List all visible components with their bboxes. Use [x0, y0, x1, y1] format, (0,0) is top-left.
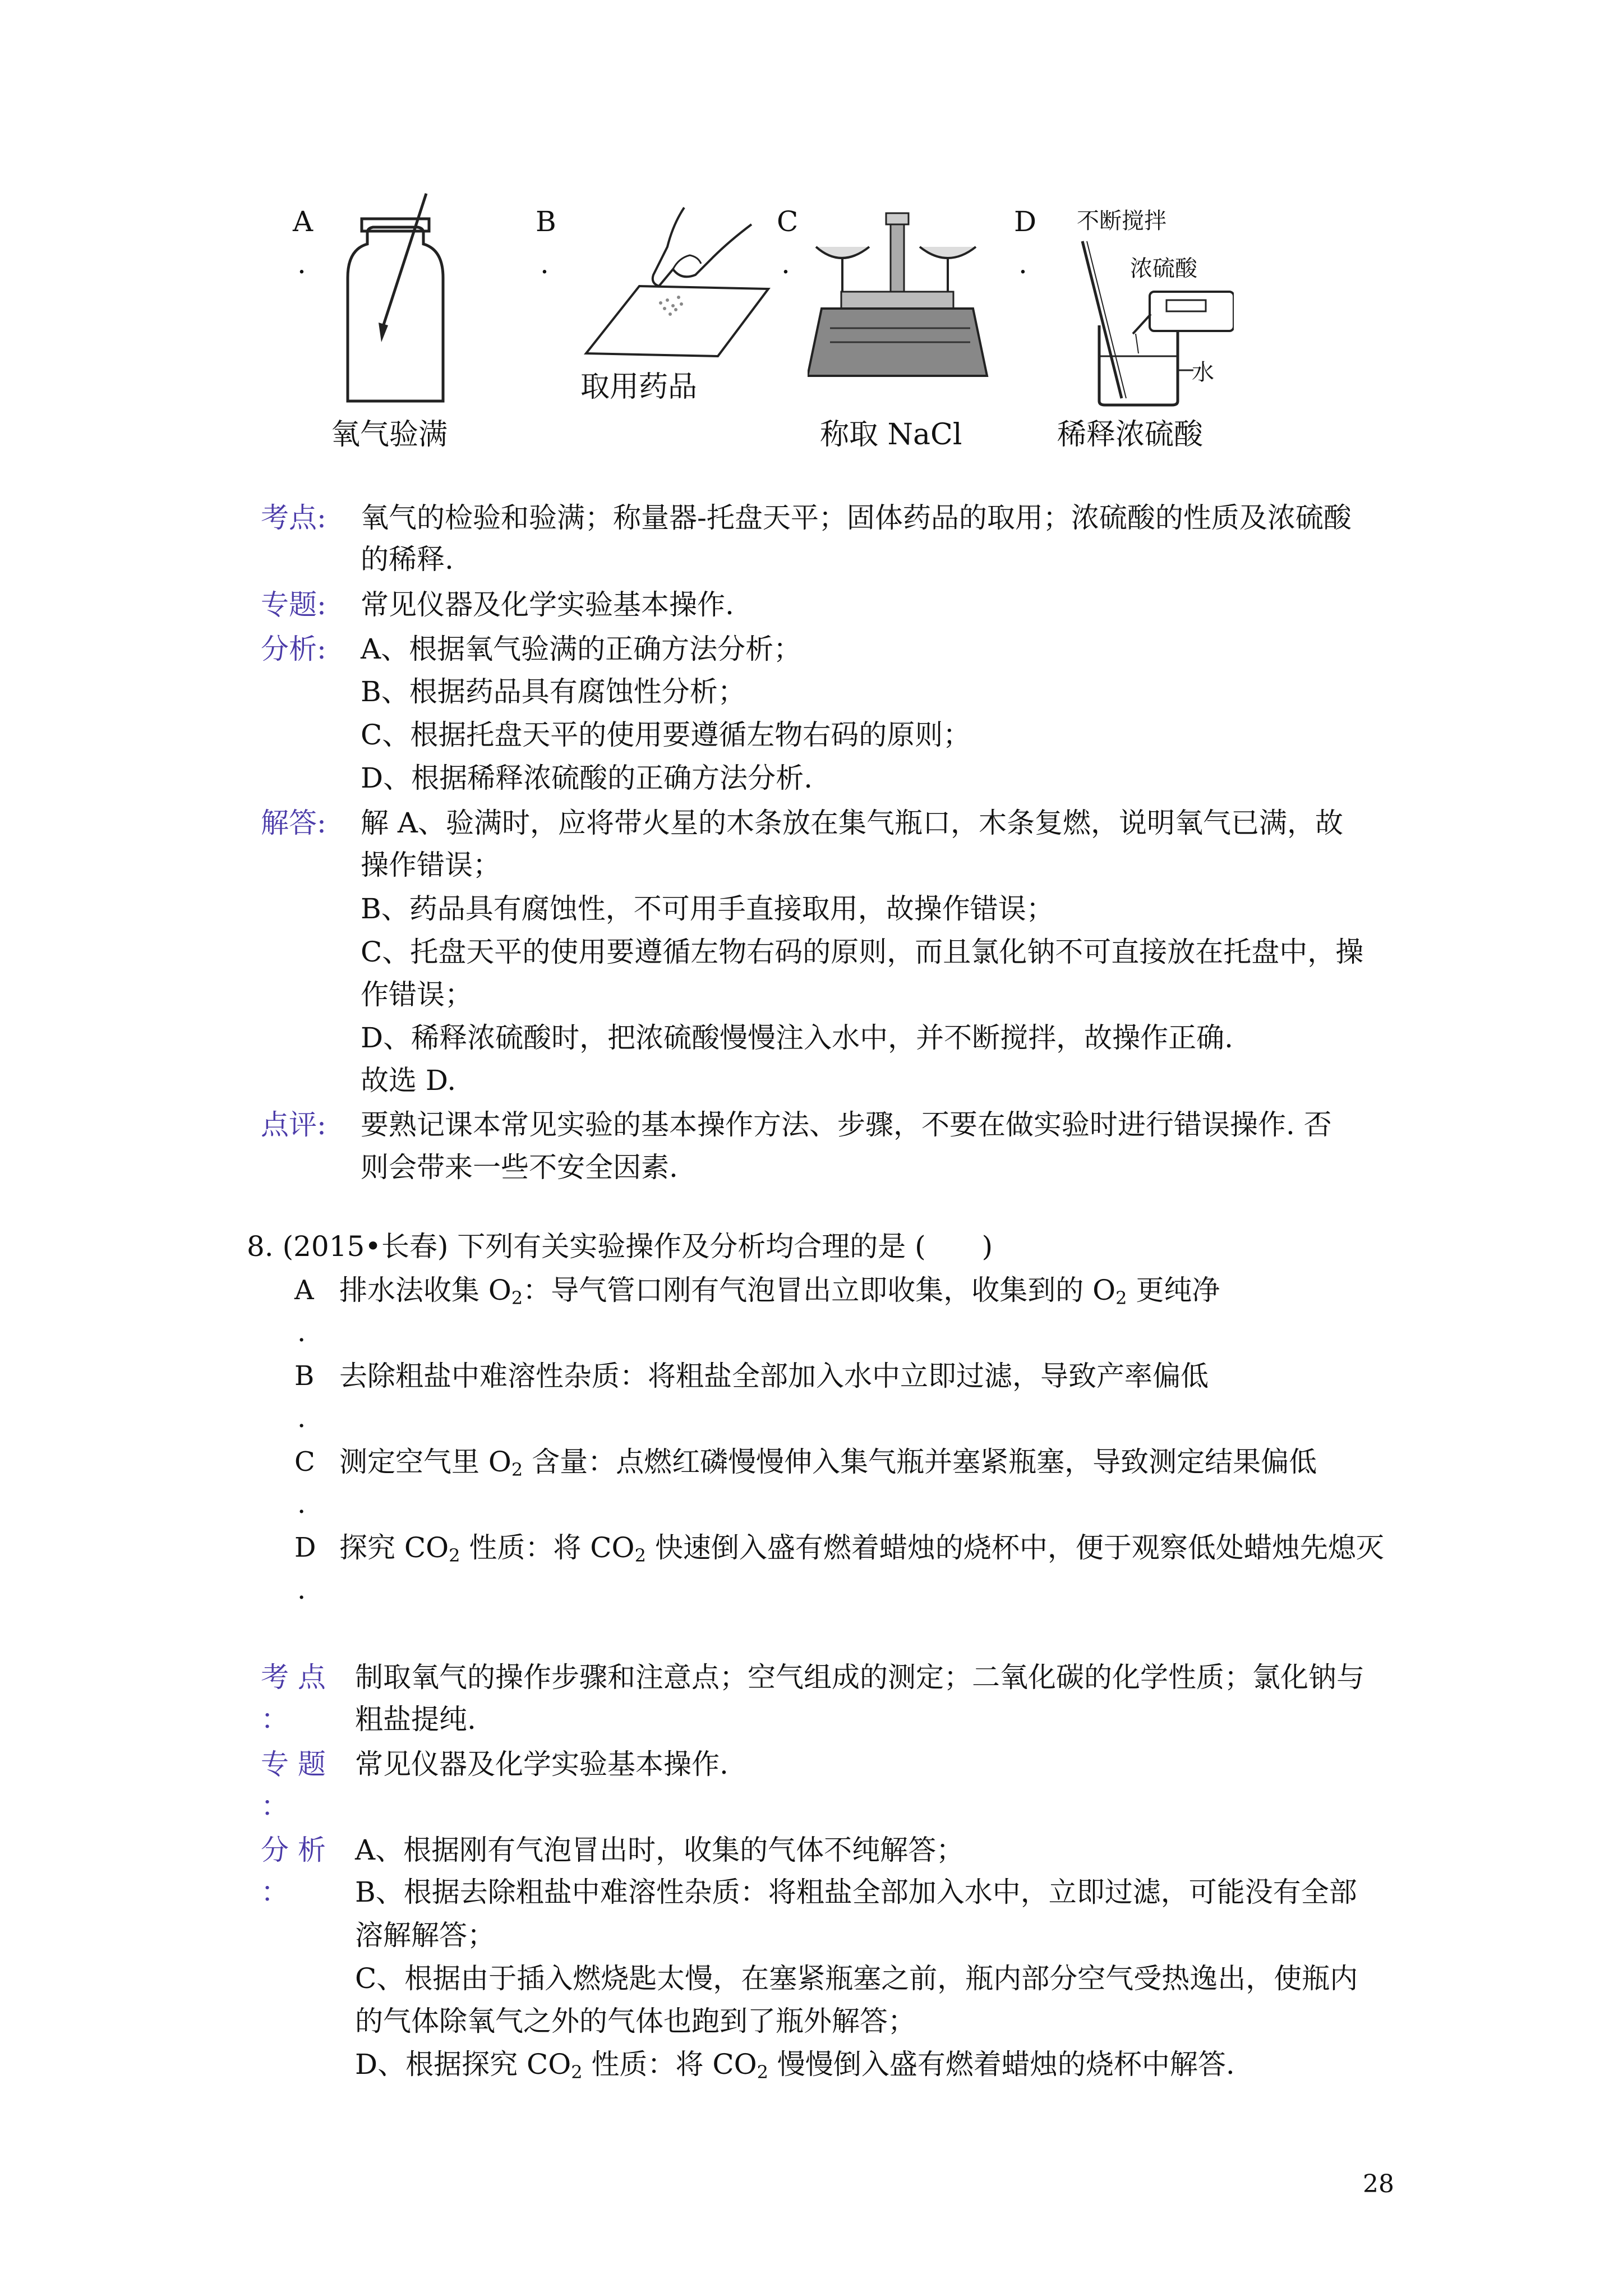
- figure-c-dot: .: [781, 247, 790, 280]
- q7-fenxi-line: B、根据药品具有腐蚀性分析；: [361, 675, 746, 708]
- q7-kaodian-label: 考点:: [261, 501, 326, 534]
- q7-jieda-label: 解答:: [261, 807, 326, 839]
- q8-zhuanti-colon: ：: [261, 1790, 289, 1823]
- oxygen-bottle-illustration: [336, 188, 454, 412]
- q8-kaodian-colon: ：: [261, 1703, 289, 1736]
- figure-b-dot: .: [540, 247, 549, 280]
- q7-jieda-line: C、托盘天平的使用要遵循左物右码的原则，而且氯化钠不可直接放在托盘中，操: [361, 936, 1364, 968]
- q8-option-b-text[interactable]: 去除粗盐中难溶性杂质：将粗盐全部加入水中立即过滤，导致产率偏低: [339, 1360, 1209, 1392]
- balance-scale-illustration: [808, 208, 998, 387]
- q8-option-c-text[interactable]: 测定空气里 $O_2$ 含量：点燃红磷慢慢伸入集气瓶并塞紧瓶塞，导致测定结果偏低: [339, 1446, 1317, 1480]
- q8-kaodian-label: 考 点: [261, 1661, 326, 1694]
- q8-option-d-dot: .: [297, 1574, 306, 1605]
- figure-b-letter: B: [536, 205, 556, 238]
- figure-c-caption: 称取 NaCl: [820, 418, 962, 452]
- q8-fenxi-line: C、根据由于插入燃烧匙太慢，在塞紧瓶塞之前，瓶内部分空气受热逸出，使瓶内: [355, 1962, 1358, 1995]
- figure-a-dot: .: [297, 247, 306, 280]
- q7-jieda-line: 故选 D.: [361, 1064, 457, 1097]
- q8-kaodian-line-1: 制取氧气的操作步骤和注意点；空气组成的测定；二氧化碳的化学性质；氯化钠与: [355, 1661, 1364, 1694]
- q8-option-b-letter: B: [294, 1360, 315, 1392]
- q8-fenxi-line: 的气体除氧气之外的气体也跑到了瓶外解答；: [355, 2005, 916, 2037]
- hand-taking-reagent-illustration: [583, 191, 774, 359]
- q8-option-d-text[interactable]: 探究 $CO_2$ 性质：将 $CO_2$ 快速倒入盛有燃着蜡烛的烧杯中，便于观察低处蜡烛先熄灭: [339, 1531, 1384, 1566]
- q8-option-b-dot: .: [297, 1402, 306, 1434]
- figure-b-caption: 取用药品: [580, 370, 698, 404]
- q8-option-a-text[interactable]: 排水法收集 $O_2$：导气管口刚有气泡冒出立即收集，收集到的 $O_2$ 更纯净: [339, 1274, 1220, 1309]
- q7-zhuanti: 常见仪器及化学实验基本操作.: [361, 588, 734, 621]
- q8-zhuanti-label: 专 题: [261, 1748, 326, 1780]
- q8-option-a-dot: .: [297, 1317, 306, 1348]
- q7-fenxi-line: A、根据氧气验满的正确方法分析；: [361, 633, 802, 665]
- q7-jieda-line: 作错误；: [361, 978, 473, 1011]
- q8-option-a-letter: A: [294, 1274, 314, 1306]
- q7-jieda-line: 操作错误；: [361, 849, 501, 881]
- q8-fenxi-label: 分 析: [261, 1834, 326, 1866]
- q8-option-c-dot: .: [297, 1488, 306, 1520]
- figure-d-caption: 稀释浓硫酸: [1057, 418, 1204, 452]
- q7-dianping-line: 要熟记课本常见实验的基本操作方法、步骤，不要在做实验时进行错误操作. 否: [361, 1108, 1332, 1141]
- q8-option-c-letter: C: [294, 1446, 315, 1478]
- q8-fenxi-colon: ：: [261, 1876, 289, 1908]
- q7-kaodian-line-1: 氧气的检验和验满；称量器-托盘天平；固体药品的取用；浓硫酸的性质及浓硫酸: [361, 501, 1352, 534]
- q8-stem: 8. (2015•长春) 下列有关实验操作及分析均合理的是 ( ): [247, 1230, 993, 1263]
- q8-fenxi-line-last: D、根据探究 $CO_2$ 性质：将 $CO_2$ 慢慢倒入盛有燃着蜡烛的烧杯中解答.: [355, 2048, 1235, 2083]
- q8-fenxi-line: B、根据去除粗盐中难溶性杂质：将粗盐全部加入水中，立即过滤，可能没有全部: [355, 1876, 1357, 1908]
- q7-fenxi-line: C、根据托盘天平的使用要遵循左物右码的原则；: [361, 719, 971, 751]
- figure-d-dot: .: [1018, 247, 1027, 280]
- figure-d-water-label: 水: [1192, 360, 1214, 385]
- q7-fenxi-label: 分析:: [261, 633, 326, 665]
- q7-dianping-line: 则会带来一些不安全因素.: [361, 1151, 678, 1184]
- q8-kaodian-line-2: 粗盐提纯.: [355, 1703, 476, 1736]
- q7-jieda-line: D、稀释浓硫酸时，把浓硫酸慢慢注入水中，并不断搅拌，故操作正确.: [361, 1022, 1233, 1054]
- q8-zhuanti: 常见仪器及化学实验基本操作.: [355, 1748, 728, 1780]
- figure-c-letter: C: [777, 205, 799, 238]
- figure-d-letter: D: [1014, 205, 1037, 238]
- figure-a-caption: 氧气验满: [331, 418, 448, 452]
- q8-option-d-letter: D: [294, 1532, 316, 1563]
- q7-jieda-line: B、药品具有腐蚀性，不可用手直接取用，故操作错误；: [361, 892, 1054, 925]
- q7-zhuanti-label: 专题:: [261, 588, 326, 621]
- page-number: 28: [1363, 2170, 1394, 2198]
- figure-a-letter: A: [293, 205, 313, 238]
- q7-fenxi-line: D、根据稀释浓硫酸的正确方法分析.: [361, 762, 813, 794]
- dilution-beaker-illustration: [1066, 236, 1234, 409]
- q7-jieda-line: 解 A、验满时，应将带火星的木条放在集气瓶口，木条复燃，说明氧气已满，故: [361, 807, 1344, 839]
- q8-fenxi-line: 溶解解答；: [355, 1919, 495, 1952]
- q8-fenxi-line: A、根据刚有气泡冒出时，收集的气体不纯解答；: [355, 1834, 965, 1866]
- q7-dianping-label: 点评:: [261, 1108, 326, 1141]
- figure-d-acid-label: 浓硫酸: [1130, 256, 1197, 282]
- q7-kaodian-line-2: 的稀释.: [361, 543, 454, 576]
- figure-d-stir-label: 不断搅拌: [1077, 208, 1166, 234]
